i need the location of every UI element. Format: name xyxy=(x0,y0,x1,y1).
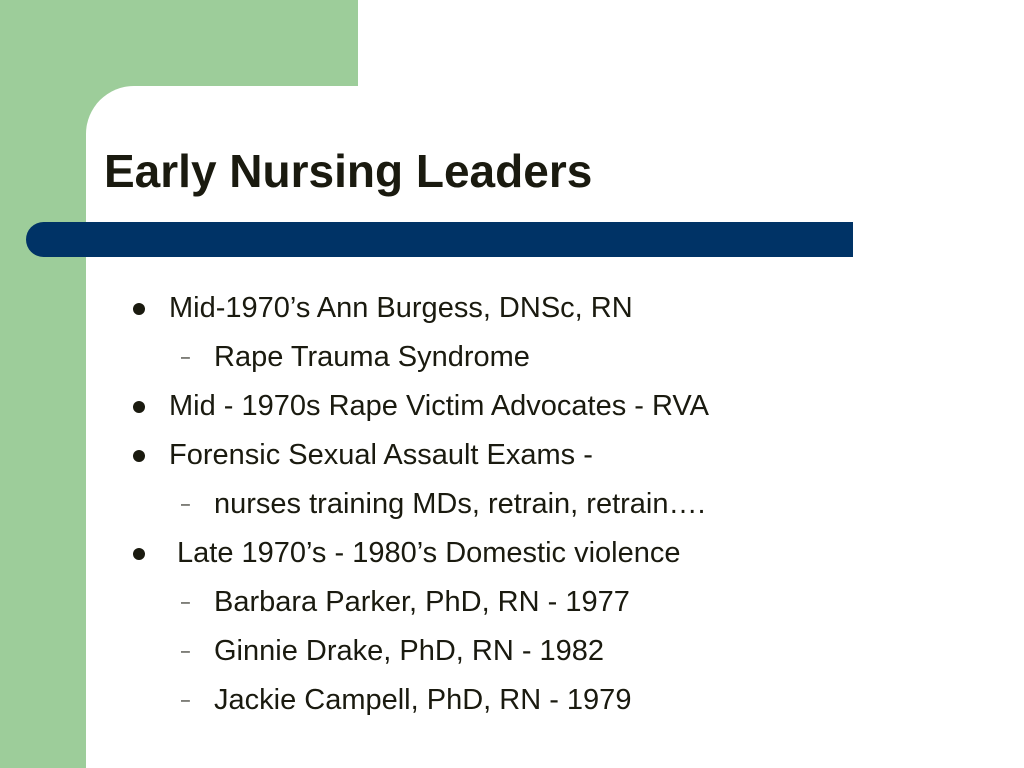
sub-bullet-item xyxy=(0,627,1024,676)
bullet-dot-icon xyxy=(133,401,145,413)
sub-bullet-text: Ginnie Drake, PhD, RN - 1982 xyxy=(214,635,605,667)
bullet-text: Mid-1970’s Ann Burgess, DNSc, RN xyxy=(169,292,633,324)
bullet-list xyxy=(0,284,1024,725)
dash-icon: – xyxy=(181,496,190,513)
dash-icon: – xyxy=(181,594,190,611)
bullet-item xyxy=(0,382,1024,431)
bullet-dot-icon xyxy=(133,548,145,560)
sub-bullet-text: Jackie Campell, PhD, RN - 1979 xyxy=(214,684,632,716)
sub-bullet-text: Rape Trauma Syndrome xyxy=(214,341,530,373)
sub-bullet-item xyxy=(0,480,1024,529)
dash-icon: – xyxy=(181,692,190,709)
slide-title: Early Nursing Leaders xyxy=(104,145,593,197)
bullet-text: Mid - 1970s Rape Victim Advocates - RVA xyxy=(169,390,709,422)
bullet-text: Forensic Sexual Assault Exams - xyxy=(169,439,593,471)
bullet-item xyxy=(0,284,1024,333)
bullet-text: Late 1970’s - 1980’s Domestic violence xyxy=(177,537,681,569)
dash-icon: – xyxy=(181,643,190,660)
sub-bullet-item xyxy=(0,578,1024,627)
dash-icon: – xyxy=(181,349,190,366)
sub-bullet-text: nurses training MDs, retrain, retrain…. xyxy=(214,488,706,520)
sub-bullet-text: Barbara Parker, PhD, RN - 1977 xyxy=(214,586,630,618)
bullet-item xyxy=(0,529,1024,578)
bullet-dot-icon xyxy=(133,450,145,462)
sub-bullet-item xyxy=(0,676,1024,725)
bullet-dot-icon xyxy=(133,303,145,315)
bullet-item xyxy=(0,431,1024,480)
title-underline-bar xyxy=(26,222,853,257)
sub-bullet-item xyxy=(0,333,1024,382)
